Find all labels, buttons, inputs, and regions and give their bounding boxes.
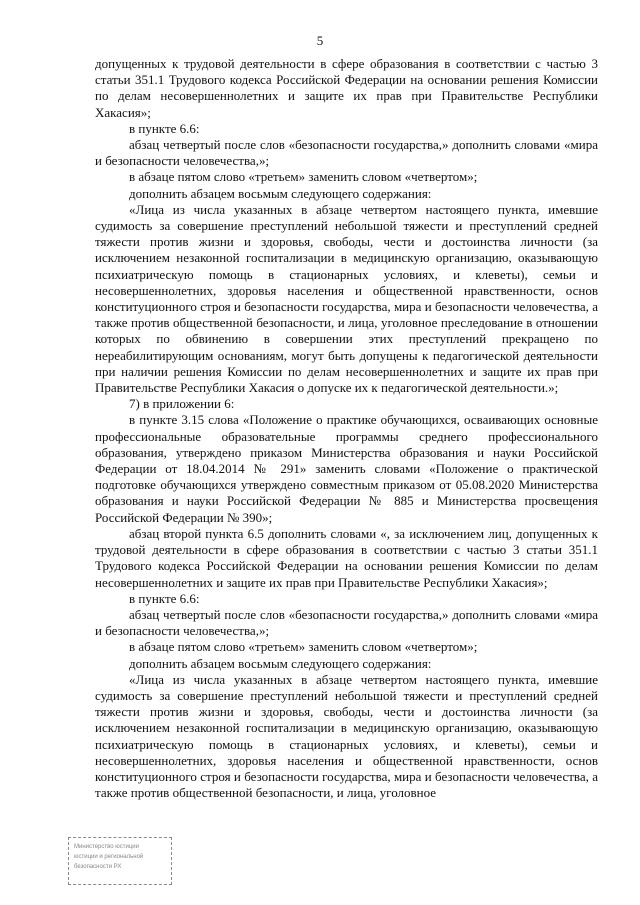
paragraph: дополнить абзацем восьмым следующего содержания: — [129, 655, 432, 671]
paragraph: абзац четвертый после слов «безопасности государства,» дополнить словами «мира и безопасности человечества,»; — [95, 137, 598, 169]
paragraph: в пункте 3.15 слова «Положение о практике обучающихся, осваивающих основные профессиональные образовательные программы среднего профессионального образования, утверждено приказом Министерства образования и науки Российской Федерации от 18.04.2014 № 291» заменить словами «Положение о практической подготовке обучающихся утверждено совместным приказом от 05.08.2020 Министерства образования и науки Российской Федерации № 885 и Министерства просвещения Российской Федерации № 390»; — [95, 412, 598, 525]
paragraph: абзац второй пункта 6.5 дополнить словами «, за исключением лиц, допущенных к трудовой деятельности в сфере образования в соответствии с частью 3 статьи 351.1 Трудового кодекса Российской Федерации на основании решения Комиссии по делам несовершеннолетних и защите их прав при Правительстве Республики Хакасия»; — [95, 525, 598, 590]
paragraph: в абзаце пятом слово «третьем» заменить словом «четвертом»; — [129, 639, 478, 655]
paragraph: в пункте 6.6: — [129, 120, 200, 136]
quoted-paragraph: «Лица из числа указанных в абзаце четвертом настоящего пункта, имевшие судимость за совершение преступлений небольшой тяжести и преступлений средней тяжести против жизни и здоровья, свободы, чести и достоинства личности (за исключением незаконной госпитализации в медицинскую организацию, оказывающую психиатрическую помощь в стационарных условиях, и клеветы), семьи и несовершеннолетних, здоровья населения и общественной нравственности, основ конституционного строя и безопасности государства, мира и безопасности человечества, а также против общественной безопасности, и лица, уголовное — [95, 671, 598, 801]
stamp-line: Министерство юстиции — [74, 844, 139, 850]
paragraph: в пункте 6.6: — [129, 590, 200, 606]
stamp-line: юстиции и региональной — [74, 854, 144, 860]
document-body — [95, 56, 598, 801]
registration-stamp — [68, 837, 172, 885]
paragraph: допущенных к трудовой деятельности в сфере образования в соответствии с частью 3 статьи 351.1 Трудового кодекса Российской Федерации на основании решения Комиссии по делам несовершеннолетних и защите их прав при Правительстве Республики Хакасия»; — [95, 56, 598, 120]
stamp-line: безопасности РХ — [74, 864, 122, 870]
quoted-paragraph: «Лица из числа указанных в абзаце четвертом настоящего пункта, имевшие судимость за совершение преступлений небольшой тяжести и преступлений средней тяжести против жизни и здоровья, свободы, чести и достоинства личности (за исключением незаконной госпитализации в медицинскую организацию, оказывающую психиатрическую помощь в стационарных условиях, и клеветы), семьи и несовершеннолетних, здоровья населения и общественной нравственности, основ конституционного строя и безопасности государства, мира и безопасности человечества, а также против общественной безопасности, и лица, уголовное преследование в отношении которых по обвинению в совершении этих преступлений прекращено по нереабилитирующим основаниям, могут быть допущены к педагогической деятельности при наличии решения Комиссии по делам несовершеннолетних и защите их прав при Правительстве Республики Хакасия о допуске их к педагогической деятельности.»; — [95, 201, 598, 396]
page-number: 5 — [316, 33, 324, 48]
paragraph: дополнить абзацем восьмым следующего содержания: — [129, 185, 432, 201]
paragraph: абзац четвертый после слов «безопасности государства,» дополнить словами «мира и безопасности человечества,»; — [95, 606, 598, 639]
list-item-heading: 7) в приложении 6: — [129, 396, 235, 412]
paragraph: в абзаце пятом слово «третьем» заменить словом «четвертом»; — [129, 169, 478, 185]
